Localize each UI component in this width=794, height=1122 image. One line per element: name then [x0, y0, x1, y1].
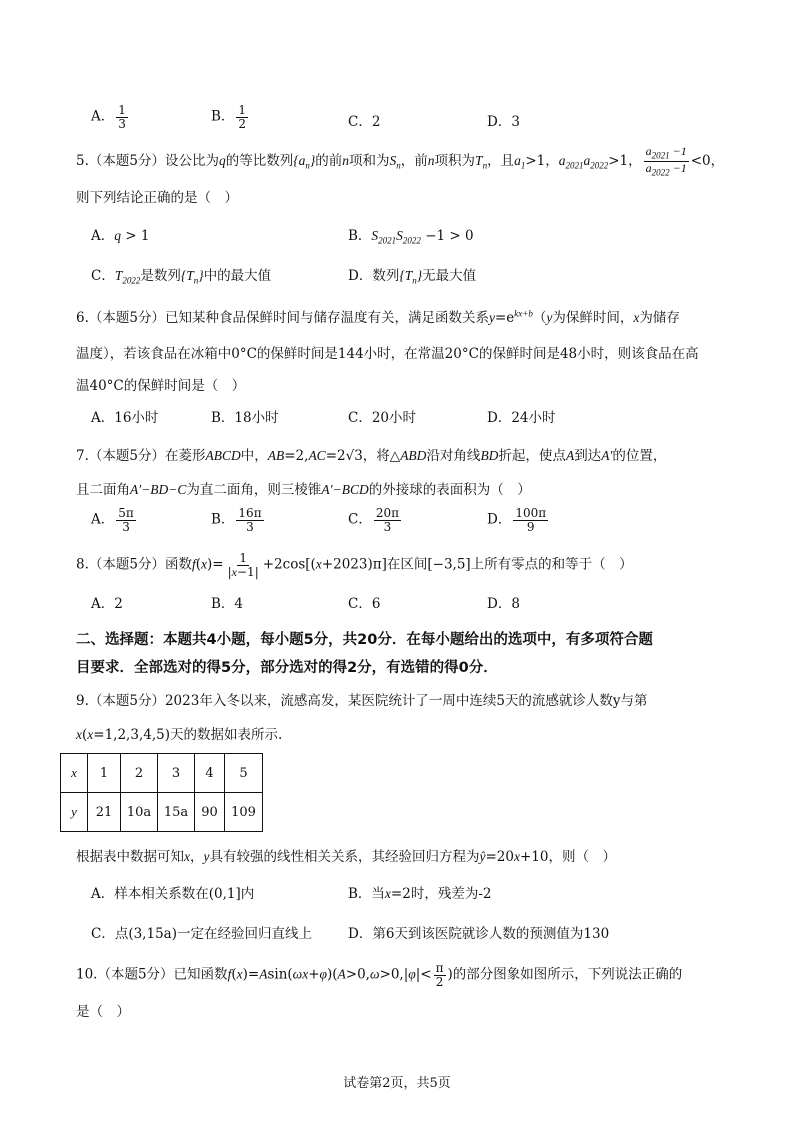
q10-line2: 是（ ） [76, 1004, 130, 1020]
page-footer: 试卷第2页，共5页 [343, 1076, 451, 1091]
table-cell: x [61, 754, 88, 793]
table-cell: 2 [121, 754, 158, 793]
q4-option-c: C．2 [348, 114, 381, 130]
q8-option-b: B．4 [211, 596, 244, 612]
table-row-x [61, 754, 263, 793]
q7-option-d: D． $\frac{100\pi}{9}$ [487, 506, 547, 534]
q5-stem2: 则下列结论正确的是（ ） [76, 190, 238, 206]
q9-data-table [60, 753, 263, 832]
table-cell: 15a [158, 793, 195, 832]
table-cell: 1 [88, 754, 121, 793]
q5-option-b: B．$S_{2021}S_{2022} -1 > 0$ [348, 228, 474, 246]
table-cell: 90 [195, 793, 225, 832]
q9-line1: 9.（本题5分）2023年入冬以来，流感高发，某医院统计了一周中连续5天的流感就诊人数y与第 [76, 693, 648, 709]
q9-option-a: A．样本相关系数在(0,1]内 [91, 886, 255, 902]
q7-option-a: A． $\frac{5\pi}{3}$ [91, 506, 134, 534]
table-cell: y [61, 793, 88, 832]
q6-line2: 温度），若该食品在冰箱中0°C的保鲜时间是144小时，在常温20°C的保鲜时间是48小时，则该食品在高 [76, 346, 699, 362]
q6-line1: 6.（本题5分）已知某种食品保鲜时间与储存温度有关，满足函数关系$y=e^{kx+b}(y$为保鲜时间，x为储存 [76, 308, 680, 326]
q8-option-d: D．8 [487, 596, 520, 612]
table-cell: 21 [88, 793, 121, 832]
table-cell: 3 [158, 754, 195, 793]
q9-line2: x(x=1,2,3,4,5)天的数据如表所示. [76, 727, 283, 743]
q7-line1: 7.（本题5分）在菱形ABCD中，AB=2,AC=2√3，将△ABD沿对角线BD折起，使点A到达A′的位置， [76, 448, 667, 464]
table-cell: 4 [195, 754, 225, 793]
q5-stem: 5.（本题5分）设公比为q的等比数列$\{a_n\}$的前n项和为$S_n$，前n项积为$T_n$，且$a_1>1$，$a_{2021}a_{2022}>1$， $\frac{a_{2021} -1}{a_{2022} -1}$ <0， [76, 144, 725, 178]
q10-line1: 10.（本题5分）已知函数f(x)=Asin(ωx+φ)(A>0,ω>0,|φ|< $\frac{\pi}{2}$ )的部分图象如图所示，下列说法正确的 [76, 961, 683, 989]
q7-option-c: C． $\frac{20\pi}{3}$ [348, 506, 399, 534]
q6-line3: 温40°C的保鲜时间是（ ） [76, 378, 246, 394]
section2-heading-line2: 目要求．全部选对的得5分，部分选对的得2分，有选错的得0分． [76, 660, 498, 676]
q9-option-d: D．第6天到该医院就诊人数的预测值为130 [348, 926, 610, 942]
q8-option-a: A．2 [91, 596, 123, 612]
q6-option-a: A．16小时 [91, 410, 159, 426]
q5-option-d: D．数列$\{T_n\}$无最大值 [348, 268, 477, 286]
q5-option-a: A．q > 1 [91, 228, 150, 244]
q9-line3: 根据表中数据可知x，y具有较强的线性相关关系，其经验回归方程为ŷ=20x+10，则（ ） [76, 849, 616, 865]
q6-option-c: C．20小时 [348, 410, 417, 426]
table-cell: 109 [225, 793, 263, 832]
q9-option-b: B．当x=2时，残差为-2 [348, 886, 492, 902]
q7-line2: 且二面角A′−BD−C为直二面角，则三棱锥A′−BCD的外接球的表面积为（ ） [76, 482, 531, 498]
q4-option-a: A． $\frac{1}{3}$ [91, 103, 126, 131]
q4-option-d: D．3 [487, 114, 520, 130]
q7-option-b: B． $\frac{16\pi}{3}$ [211, 506, 262, 534]
section2-heading-line1: 二、选择题：本题共4小题，每小题5分，共20分．在每小题给出的选项中，有多项符合题 [76, 632, 653, 648]
table-cell: 10a [121, 793, 158, 832]
q6-option-b: B．18小时 [211, 410, 279, 426]
q5-option-c: C．$T_{2022}$是数列$\{T_n\}$中的最大值 [91, 268, 272, 286]
q6-option-d: D．24小时 [487, 410, 556, 426]
table-row-y [61, 793, 263, 832]
q8-option-c: C．6 [348, 596, 381, 612]
table-cell: 5 [225, 754, 263, 793]
q8-line1: 8.（本题5分）函数f(x)= $\frac{1}{|x-1|}$ +2cos[(x+2023)π]在区间[−3,5]上所有零点的和等于（ ） [76, 551, 633, 579]
q4-option-b: B． $\frac{1}{2}$ [211, 103, 247, 131]
q9-option-c: C．点(3,15a)一定在经验回归直线上 [91, 926, 312, 942]
